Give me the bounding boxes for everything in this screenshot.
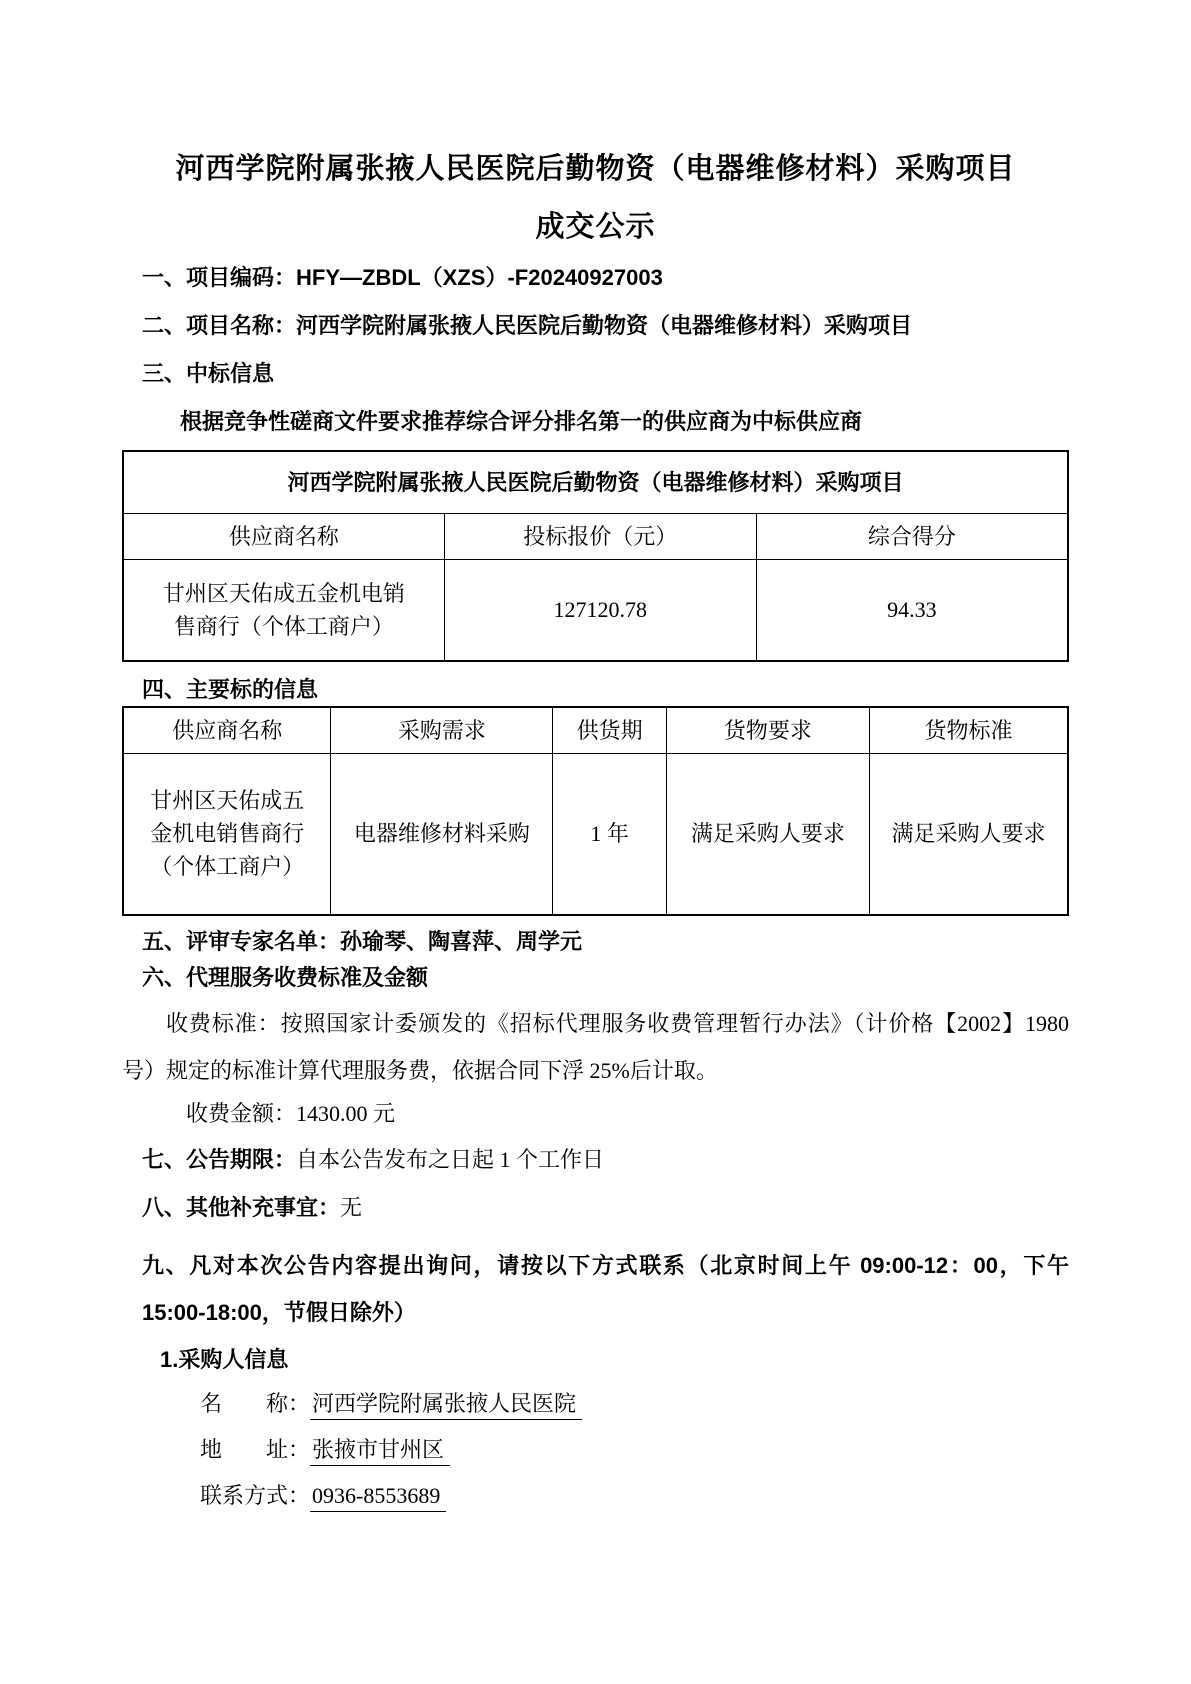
buyer-name-value: 河西学院附属张掖人民医院 (310, 1391, 582, 1420)
announcement-period-value: 自本公告发布之日起 1 个工作日 (296, 1147, 605, 1172)
other-matters-line (122, 1194, 1069, 1222)
fee-standard-paragraph: 收费标准：按照国家计委颁发的《招标代理服务收费管理暂行办法》（计价格【2002】1980 号）规定的标准计算代理服务费，依据合同下浮 25%后计取。 (122, 1011, 1069, 1083)
inquiry-line: 九、凡对本次公告内容提出询问，请按以下方式联系（北京时间上午 09:00-12：00，下午 15:00-18:00，节假日除外） (142, 1253, 1069, 1325)
project-name-value: 河西学院附属张掖人民医院后勤物资（电器维修材料）采购项目 (296, 313, 913, 338)
project-code-line (122, 264, 1069, 292)
award-note: 根据竞争性磋商文件要求推荐综合评分排名第一的供应商为中标供应商 (180, 409, 863, 434)
subject-demand: 电器维修材料采购 (331, 753, 553, 915)
project-code-value: HFY—ZBDL（XZS）-F20240927003 (296, 265, 663, 290)
subject-header-requirement: 货物要求 (666, 707, 869, 753)
other-matters-label: 八、其他补充事宜： (142, 1195, 341, 1220)
buyer-name-label: 名 称： (200, 1391, 311, 1416)
subject-heading: 四、主要标的信息 (142, 677, 319, 702)
page-title-line2: 成交公示 (535, 211, 656, 243)
award-table-title-row (123, 451, 1068, 513)
award-info-heading: 三、中标信息 (142, 361, 275, 386)
subject-table-header-row (123, 707, 1068, 753)
buyer-contact-label: 联系方式： (200, 1483, 311, 1508)
experts-label: 五、评审专家名单： (142, 929, 341, 954)
subject-header-demand: 采购需求 (331, 707, 553, 753)
award-table-title: 河西学院附属张掖人民医院后勤物资（电器维修材料）采购项目 (123, 451, 1068, 513)
experts-line (122, 928, 1069, 956)
fee-amount-line: 收费金额：1430.00 元 (186, 1101, 396, 1126)
subject-table-data-row (123, 753, 1068, 915)
award-table (122, 450, 1069, 662)
subject-goods-standard: 满足采购人要求 (870, 753, 1068, 915)
subject-goods-requirement: 满足采购人要求 (666, 753, 869, 915)
other-matters-value: 无 (340, 1195, 363, 1220)
project-name-label: 二、项目名称： (142, 313, 297, 338)
subject-header-delivery: 供货期 (553, 707, 666, 753)
subject-supplier-name: 甘州区天佑成五金机电销售商行（个体工商户） (123, 753, 331, 915)
subject-matter-table (122, 706, 1069, 916)
announcement-period-label: 七、公告期限： (142, 1147, 297, 1172)
award-table-header-score: 综合得分 (756, 513, 1068, 559)
buyer-contact-value: 0936-8553689 (310, 1483, 446, 1512)
page-title-line1: 河西学院附属张掖人民医院后勤物资（电器维修材料）采购项目 (175, 153, 1016, 185)
project-name-line (122, 312, 1069, 340)
buyer-address-line (122, 1436, 1069, 1464)
subject-delivery-period: 1 年 (553, 753, 666, 915)
award-bid-price: 127120.78 (444, 559, 756, 661)
buyer-address-value: 张掖市甘州区 (310, 1437, 450, 1466)
announcement-period-line (122, 1146, 1069, 1174)
buyer-contact-line (122, 1482, 1069, 1510)
experts-value: 孙瑜琴、陶喜萍、周学元 (340, 929, 583, 954)
award-table-header-row (123, 513, 1068, 559)
buyer-name-line (122, 1390, 1069, 1418)
project-code-label: 一、项目编码： (142, 265, 297, 290)
subject-header-supplier: 供应商名称 (123, 707, 331, 753)
award-supplier-name: 甘州区天佑成五金机电销售商行（个体工商户） (123, 559, 444, 661)
agency-fee-heading: 六、代理服务收费标准及金额 (142, 965, 429, 990)
award-score: 94.33 (756, 559, 1068, 661)
award-table-header-price: 投标报价（元） (444, 513, 756, 559)
subject-header-standard: 货物标准 (870, 707, 1068, 753)
buyer-info-heading: 1.采购人信息 (160, 1347, 289, 1372)
buyer-address-label: 地 址： (200, 1437, 311, 1462)
award-table-data-row (123, 559, 1068, 661)
page-title (122, 140, 1069, 256)
award-table-header-supplier: 供应商名称 (123, 513, 444, 559)
